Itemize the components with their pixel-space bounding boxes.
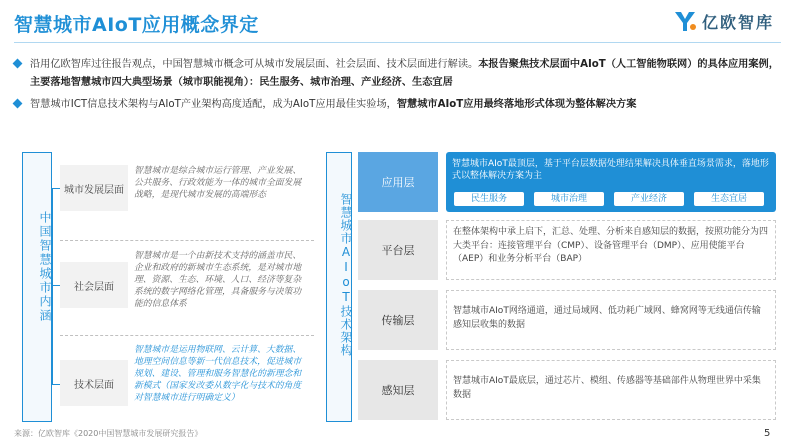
dashed-divider [60,240,314,241]
bullet-bold-text: 智慧城市AIoT应用最终落地形式体现为整体解决方案 [396,99,637,110]
diamond-bullet-icon [13,59,23,69]
architecture-vertical-label: 智慧城市AIoT技术架构 [339,193,353,357]
scenario-chip-livelihood: 民生服务 [454,192,524,206]
scenario-chip-ecology: 生态宜居 [694,192,764,206]
intro-bullets [10,56,782,118]
layer-label-application: 应用层 [358,152,438,212]
connotation-label-bar [22,152,52,422]
bullet-text: 沿用亿欧智库过往报告观点，中国智慧城市概念可从城市发展层面、社会层面、技术层面进行解读。 [30,59,479,70]
architecture-label-bar [326,152,352,422]
scenario-chip-industry: 产业经济 [614,192,684,206]
diamond-bullet-icon [13,99,23,109]
dimension-desc-urban: 智慧城市是综合城市运行管理、产业发展、公共服务、行政效能为一体的城市全面发展战略，是现代城市发展的高端形态 [134,166,302,200]
connotation-vertical-label: 中国智慧城市内涵 [38,211,52,323]
logo-mark-icon [672,8,698,34]
dimension-desc-tech: 智慧城市是运用物联网、云计算、大数据、地理空间信息等新一代信息技术，促进城市规划、建设、管理和服务智慧化的新理念和新模式（国家发改委从数字化与技术的角度对智慧城市进行明确定义） [134,345,302,403]
layer-label-platform: 平台层 [358,220,438,280]
logo-text: 亿欧智库 [702,13,775,32]
bullet-bold-text: 本报告聚焦技术层面中AIoT（人工智能物联网）的具体应用案例，主要落地智慧城市四大典型场景（城市职能视角）：民生服务、城市治理、产业经济、生态宜居 [30,59,779,88]
layer-desc-transport: 智慧城市AIoT网络通道，通过局域网、低功耗广域网、蜂窝网等无线通信传输感知层收集的数据 [446,290,776,350]
page-number: 5 [764,428,771,439]
layer-desc-perception: 智慧城市AIoT最底层，通过芯片、模组、传感器等基础部件从物理世界中采集数据 [446,360,776,420]
header-divider [14,42,781,43]
page-title: 智慧城市AIoT应用概念界定 [14,14,259,36]
dimension-box-tech: 技术层面 [60,360,128,406]
dimension-desc-social: 智慧城市是一个由新技术支持的涵盖市民、企业和政府的新城市生态系统，是对城市地理、资源、生态、环境、人口、经济等复杂系统的数字网络化管理，具备服务与决策功能的信息体系 [134,251,302,309]
scenario-chip-governance: 城市治理 [534,192,604,206]
bullet-item [10,96,782,114]
layer-label-perception: 感知层 [358,360,438,420]
layer-desc-platform: 在整体架构中承上启下，汇总、处理、分析来自感知层的数据，按照功能分为四大类平台：连接管理平台（CMP）、设备管理平台（DMP）、应用使能平台（AEP）和业务分析平台（BAP） [446,220,776,280]
layer-label-transport: 传输层 [358,290,438,350]
brand-logo [672,6,784,36]
dashed-divider [60,335,314,336]
dimension-box-social: 社会层面 [60,262,128,308]
bullet-text: 智慧城市ICT信息技术架构与AIoT产业架构高度适配，成为AIoT应用最佳实验场， [30,99,397,110]
source-note: 来源：亿欧智库《2020中国智慧城市发展研究报告》 [14,429,203,438]
application-layer-panel [446,152,776,212]
layer-desc-application: 智慧城市AIoT最顶层，基于平台层数据处理结果解决具体垂直场景需求，落地形式以整体解决方案为主 [452,159,769,181]
bullet-item [10,56,782,92]
connector-bracket [52,188,53,384]
dimension-box-urban: 城市发展层面 [60,165,128,211]
